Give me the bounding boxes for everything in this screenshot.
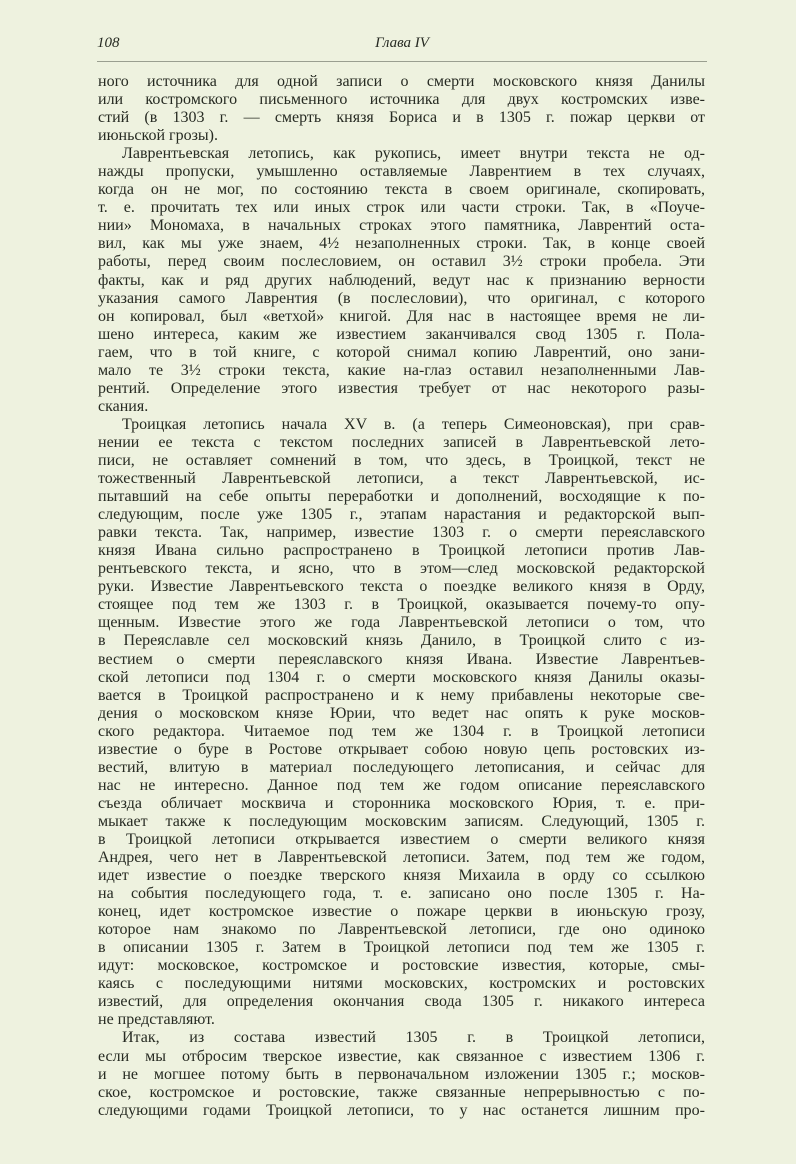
text-line: и не могшее потому быть в первоначальном изложении 1305 г.; москов- xyxy=(98,1065,705,1083)
text-line: Троицкая летопись начала XV в. (а теперь Симеоновская), при срав- xyxy=(122,415,705,433)
text-line: Лаврентьевская летопись, как рукопись, имеет внутри текста не од- xyxy=(122,145,705,163)
text-line: гаем, что в той книге, с которой снимал копию Лаврентий, оно зани- xyxy=(98,343,705,361)
text-line: нении ее текста с текстом последних записей в Лаврентьевской лето- xyxy=(98,433,705,451)
text-line: следующим, после уже 1305 г., этапам нарастания и редакторской вып- xyxy=(98,506,705,524)
text-line: факты, как и ряд других наблюдений, ведут нас к признанию верности xyxy=(98,271,705,289)
text-line: скания. xyxy=(98,397,149,415)
text-line: нажды пропуски, умышленно оставляемые Лаврентием в тех случаях, xyxy=(98,163,705,181)
text-line: июньской грозы). xyxy=(98,127,218,145)
chapter-title: Глава IV xyxy=(375,35,429,51)
text-line: Андрея, чего нет в Лаврентьевской летописи. Затем, под тем же годом, xyxy=(98,849,705,867)
page-number: 108 xyxy=(97,35,120,51)
text-line: нии» Мономаха, в начальных строках этого памятника, Лаврентий оста- xyxy=(98,217,705,235)
text-line: в Троицкой летописи открывается известием о смерти великого князя xyxy=(98,830,705,848)
text-line: на события последующего года, т. е. записано оно после 1305 г. На- xyxy=(98,885,705,903)
text-line: работы, перед своим послесловием, он оставил 3½ строки пробела. Эти xyxy=(98,253,705,271)
text-line: тожественный Лаврентьевской летописи, а текст Лаврентьевской, ис- xyxy=(98,470,705,488)
text-line: пытавший на себе опыты переработки и дополнений, восходящие к по- xyxy=(98,488,705,506)
text-line: следующими годами Троицкой летописи, то у нас останется лишним про- xyxy=(98,1101,705,1119)
text-line: мало те 3½ строки текста, какие на-глаз оставил незаполненными Лав- xyxy=(98,361,705,379)
text-line: ного источника для одной записи о смерти московского князя Данилы xyxy=(98,73,705,90)
text-line: писи, не оставляет сомнений в том, что здесь, в Троицкой, текст не xyxy=(98,451,705,469)
text-line: рентий. Определение этого известия требует от нас некоторого разы- xyxy=(98,379,705,397)
text-line: указания самого Лаврентия (в послесловии), что оригинал, с которого xyxy=(98,289,705,307)
text-line: ского редактора. Читаемое под тем же 1304 г. в Троицкой летописи xyxy=(98,722,705,740)
text-line: шено интереса, каким же известием заканчивался свод 1305 г. Пола- xyxy=(98,325,705,343)
text-line: каясь с последующими нитями московских, костромских и ростовских xyxy=(98,975,705,993)
text-line: вестием о смерти переяславского князя Ивана. Известие Лаврентьев- xyxy=(98,650,705,668)
text-line: съезда обличает москвича и сторонника московского Юрия, т. е. при- xyxy=(98,794,705,812)
text-line: или костромского письменного источника для двух костромских изве- xyxy=(98,91,705,109)
text-line: щенным. Известие этого же года Лаврентьевской летописи о том, что xyxy=(98,614,705,632)
text-line: не представляют. xyxy=(98,1011,215,1029)
text-line: ской летописи под 1304 г. о смерти московского князя Данилы оказы- xyxy=(98,668,705,686)
text-line: вестий, влитую в материал последующего летописания, и сейчас для xyxy=(98,758,705,776)
text-line: стий (в 1303 г. — смерть князя Бориса и в 1305 г. пожар церкви от xyxy=(98,109,705,127)
text-line: он копировал, был «ветхой» книгой. Для нас в настоящее время не ли- xyxy=(98,307,705,325)
text-line: руки. Известие Лаврентьевского текста о поездке великого князя в Орду, xyxy=(98,578,705,596)
text-line: стоящее под тем же 1303 г. в Троицкой, оказывается почему-то опу- xyxy=(98,596,705,614)
text-line: князя Ивана сильно распространено в Троицкой летописи против Лав- xyxy=(98,542,705,560)
text-line: идет известие о поездке тверского князя Михаила в орду со ссылкою xyxy=(98,867,705,885)
text-line: когда он не мог, по состоянию текста в своем оригинале, скопировать, xyxy=(98,181,705,199)
text-line: нас не интересно. Данное под тем же годом описание переяславского xyxy=(98,776,705,794)
text-line: если мы отбросим тверское известие, как связанное с известием 1306 г. xyxy=(98,1047,705,1065)
text-line: вил, как мы уже знаем, 4½ незаполненных строки. Так, в конце своей xyxy=(98,235,705,253)
text-line: мыкает также к последующим московским записям. Следующий, 1305 г. xyxy=(98,812,705,830)
text-line: ское, костромское и ростовские, также связанные непрерывностью с по- xyxy=(98,1083,705,1101)
text-line: Итак, из состава известий 1305 г. в Троицкой летописи, xyxy=(122,1029,705,1047)
text-line: известие о буре в Ростове открывает собою новую цепь ростовских из- xyxy=(98,740,705,758)
text-line: дения о московском князе Юрии, что ведет нас опять к руке москов- xyxy=(98,704,705,722)
text-line: которое нам знакомо по Лаврентьевской летописи, где оно одиноко xyxy=(98,921,705,939)
text-line: в описании 1305 г. Затем в Троицкой летописи под тем же 1305 г. xyxy=(98,939,705,957)
text-line: в Переяславле сел московский князь Данило, в Троицкой слито с из- xyxy=(98,632,705,650)
text-line: т. е. прочитать тех или иных строк или части строки. Так, в «Поуче- xyxy=(98,199,705,217)
running-header xyxy=(97,35,707,55)
text-line: известий, для определения окончания свода 1305 г. никакого интереса xyxy=(98,993,705,1011)
text-line: конец, идет костромское известие о пожаре церкви в июньскую грозу, xyxy=(98,903,705,921)
text-line: вается в Троицкой распространено и к нему прибавлены некоторые све- xyxy=(98,686,705,704)
text-line: рентьевского текста, и ясно, что в этом—след московской редакторской xyxy=(98,560,705,578)
text-line: идут: московское, костромское и ростовские известия, которые, смы- xyxy=(98,957,705,975)
body-text xyxy=(98,73,705,1120)
header-rule xyxy=(97,61,707,62)
text-line: равки текста. Так, например, известие 1303 г. о смерти переяславского xyxy=(98,524,705,542)
